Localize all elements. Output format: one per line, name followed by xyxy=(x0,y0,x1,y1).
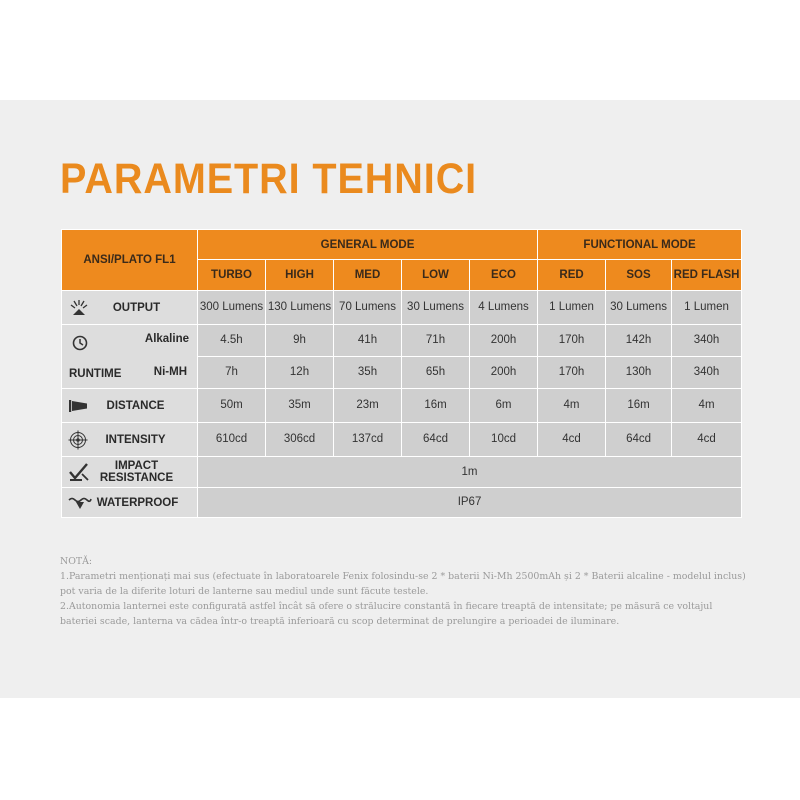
output-value: 70 Lumens xyxy=(334,291,402,325)
clock-icon xyxy=(72,335,88,351)
distance-value: 23m xyxy=(334,389,402,423)
runtime-alkaline-value: 41h xyxy=(334,325,402,357)
intensity-label: INTENSITY xyxy=(105,433,166,446)
note-1: 1.Parametri menționați mai sus (efectuate în laboratoarele Fenix folosindu-se 2 * baterii Ni-Mh 2500mAh și 2 * Baterii alcaline - modelul inclus) pot varia de la diferite loturi de lanterne sau mediul unde sunt făcute testele. xyxy=(60,571,746,597)
distance-row xyxy=(62,389,742,423)
runtime-alkaline-value: 71h xyxy=(402,325,470,357)
intensity-row xyxy=(62,423,742,457)
page-title: PARAMETRI TEHNICI xyxy=(60,155,478,203)
spec-table xyxy=(61,229,742,518)
alkaline-label: Alkaline xyxy=(144,333,189,345)
intensity-value: 306cd xyxy=(266,423,334,457)
mode-header: HIGH xyxy=(266,260,334,291)
output-rays-icon xyxy=(68,299,90,317)
runtime-label-cell xyxy=(62,325,198,389)
output-row xyxy=(62,291,742,325)
output-value: 1 Lumen xyxy=(672,291,742,325)
corner-label-cell xyxy=(62,230,198,291)
nimh-label: Ni-MH xyxy=(153,366,187,378)
distance-value: 35m xyxy=(266,389,334,423)
distance-value: 16m xyxy=(606,389,672,423)
intensity-value: 4cd xyxy=(538,423,606,457)
waves-icon xyxy=(68,496,92,510)
runtime-nimh-value: 35h xyxy=(334,357,402,389)
waterproof-label: WATERPROOF xyxy=(96,496,179,509)
corner-label: ANSI/PLATO FL1 xyxy=(83,254,176,266)
beam-distance-icon xyxy=(68,399,88,413)
intensity-value: 64cd xyxy=(402,423,470,457)
runtime-nimh-value: 340h xyxy=(672,357,742,389)
distance-label-cell xyxy=(62,389,198,423)
mode-header: MED xyxy=(334,260,402,291)
output-label: OUTPUT xyxy=(112,301,161,314)
notes-heading: NOTĂ: xyxy=(60,556,93,567)
intensity-value: 10cd xyxy=(470,423,538,457)
intensity-value: 4cd xyxy=(672,423,742,457)
output-value: 30 Lumens xyxy=(606,291,672,325)
distance-label: DISTANCE xyxy=(106,399,165,412)
distance-value: 4m xyxy=(672,389,742,423)
runtime-alkaline-value: 340h xyxy=(672,325,742,357)
mode-header: RED FLASH xyxy=(672,260,742,291)
output-value: 300 Lumens xyxy=(198,291,266,325)
distance-value: 16m xyxy=(402,389,470,423)
intensity-value: 137cd xyxy=(334,423,402,457)
mode-header: ECO xyxy=(470,260,538,291)
mode-header: LOW xyxy=(402,260,470,291)
intensity-value: 610cd xyxy=(198,423,266,457)
waterproof-value: IP67 xyxy=(198,488,742,518)
mode-header: TURBO xyxy=(198,260,266,291)
notes-block xyxy=(60,554,750,629)
waterproof-label-cell xyxy=(62,488,198,518)
runtime-label: RUNTIME xyxy=(69,368,122,380)
runtime-alkaline-value: 170h xyxy=(538,325,606,357)
waterproof-row xyxy=(62,488,742,518)
output-value: 30 Lumens xyxy=(402,291,470,325)
distance-value: 6m xyxy=(470,389,538,423)
output-label-cell xyxy=(62,291,198,325)
note-2: 2.Autonomia lanternei este configurată astfel încât să ofere o strălucire constantă în fiecare treaptă de intensitate; pe măsură ce voltajul bateriei scade, lanterna va cădea într-o treaptă inferioară cu scop determinat de prelungire a perioadei de iluminare. xyxy=(60,601,713,627)
mode-header: RED xyxy=(538,260,606,291)
runtime-nimh-value: 200h xyxy=(470,357,538,389)
output-value: 130 Lumens xyxy=(266,291,334,325)
impact-label: IMPACT RESISTANCE xyxy=(99,460,174,484)
distance-value: 50m xyxy=(198,389,266,423)
impact-check-icon xyxy=(68,462,90,482)
runtime-nimh-value: 65h xyxy=(402,357,470,389)
distance-value: 4m xyxy=(538,389,606,423)
intensity-value: 64cd xyxy=(606,423,672,457)
runtime-alkaline-value: 200h xyxy=(470,325,538,357)
runtime-alkaline-value: 4.5h xyxy=(198,325,266,357)
impact-value: 1m xyxy=(198,457,742,488)
output-value: 1 Lumen xyxy=(538,291,606,325)
impact-label-cell xyxy=(62,457,198,488)
runtime-alkaline-row xyxy=(62,325,742,357)
runtime-nimh-value: 170h xyxy=(538,357,606,389)
runtime-alkaline-value: 9h xyxy=(266,325,334,357)
general-mode-header: GENERAL MODE xyxy=(198,230,538,260)
intensity-label-cell xyxy=(62,423,198,457)
target-icon xyxy=(68,430,88,450)
runtime-nimh-value: 12h xyxy=(266,357,334,389)
functional-mode-header: FUNCTIONAL MODE xyxy=(538,230,742,260)
runtime-alkaline-value: 142h xyxy=(606,325,672,357)
mode-header: SOS xyxy=(606,260,672,291)
runtime-nimh-value: 130h xyxy=(606,357,672,389)
impact-row xyxy=(62,457,742,488)
runtime-nimh-value: 7h xyxy=(198,357,266,389)
output-value: 4 Lumens xyxy=(470,291,538,325)
